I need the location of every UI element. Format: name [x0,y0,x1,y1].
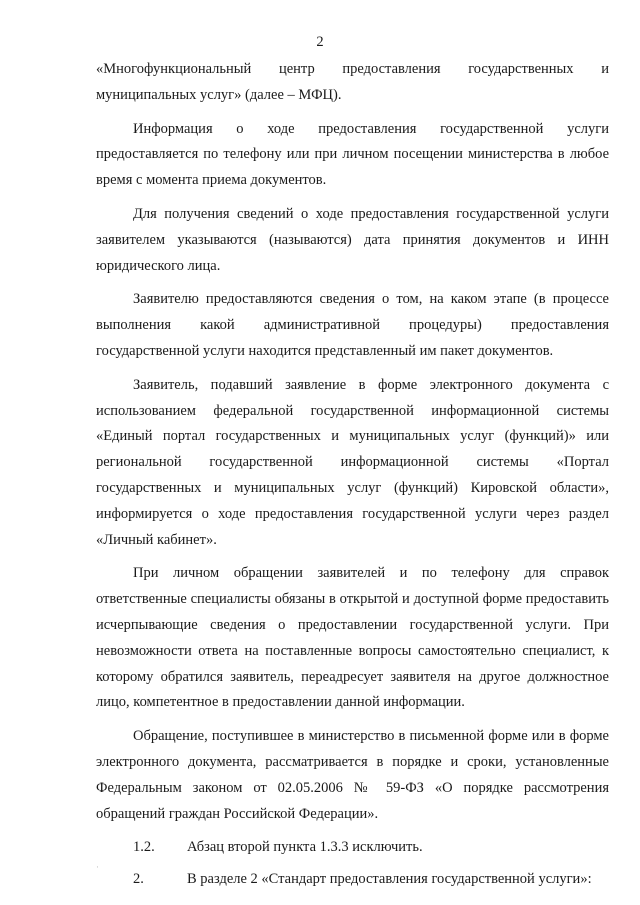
list-item [96,867,609,893]
page-number: 2 [316,34,324,50]
document-body [96,57,609,893]
paragraph-info-request: Для получения сведений о ходе предоставления государственной услуги заявителем указываются (называются) дата принятия документов и ИНН юридического лица. [96,205,609,274]
paragraph-info-progress: Информация о ходе предоставления государственной услуги предоставляется по телефону или при личном посещении министерства в любое время с момента приема документов. [96,120,609,189]
paragraph-personal-request: При личном обращении заявителей и по телефону для справок ответственные специалисты обязаны в открытой и доступной форме предоставить исчерпывающие сведения о предоставлении государственной услуги. При невозможности ответа на поставленные вопросы самостоятельно специалист, к которому обратился заявитель, переадресует заявителя на другое должностное лицо, компетентное в предоставлении данной информации. [96,565,609,711]
paragraph-mfc: «Многофункциональный центр предоставления государственных и муниципальных услуг» (далее – МФЦ). [96,61,609,103]
list-item-text: В разделе 2 «Стандарт предоставления государственной услуги»: [187,871,592,888]
list-item-text: Абзац второй пункта 1.3.3 исключить. [187,839,423,856]
list-item-number: 2. [133,871,144,888]
paragraph-stage-info: Заявителю предоставляются сведения о том, на каком этапе (в процессе выполнения какой административной процедуры) предоставления государственной услуги находится представленный им пакет документов. [96,291,609,359]
paragraph-electronic-applicant: Заявитель, подавший заявление в форме электронного документа с использованием федеральной государственной информационной системы «Единый портал государственных и муниципальных услуг (функций)» или региональной государственной информационной системы «Портал государственных и муниципальных услуг (функций) Кировской области», информируется о ходе предоставления государственной услуги через раздел «Личный кабинет». [96,376,609,548]
list-item [96,835,609,861]
list-item-number: 1.2. [133,839,155,856]
paragraph-written-request: Обращение, поступившее в министерство в письменной форме или в форме электронного документа, рассматривается в порядке и сроки, установленные Федеральным законом от 02.05.2006 № 59-ФЗ «О порядке рассмотрения обращений граждан Российской Федерации». [96,728,609,822]
scan-speck: · [96,862,99,872]
